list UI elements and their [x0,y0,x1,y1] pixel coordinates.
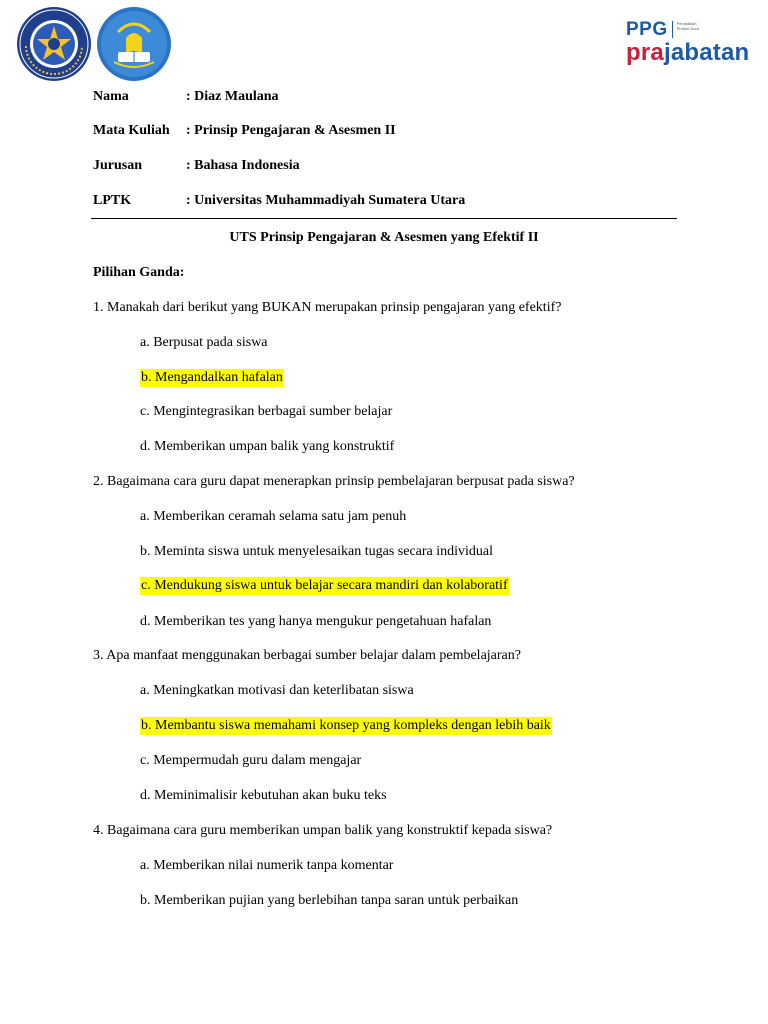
option-text: d. Meminimalisir kebutuhan akan buku teks [140,788,387,803]
section-title: Pilihan Ganda: [93,265,185,280]
option-3b-answer [140,718,552,734]
option-text: a. Memberikan nilai numerik tanpa komentar [140,858,394,873]
info-value: : Bahasa Indonesia [186,158,300,173]
info-label: LPTK [93,193,132,208]
header-logos [16,6,172,82]
ppg-logo-divider [672,21,673,38]
question-2: 2. Bagaimana cara guru dapat menerapkan prinsip pembelajaran berpusat pada siswa? [93,474,575,489]
ppg-prajabatan-logo [626,20,754,66]
document-title: UTS Prinsip Pengajaran & Asesmen yang Efektif II [229,230,539,245]
option-1c [140,404,392,420]
question-4: 4. Bagaimana cara guru memberikan umpan balik yang konstruktif kepada siswa? [93,823,553,838]
answer-highlight: b. Membantu siswa memahami konsep yang kompleks dengan lebih baik [141,718,551,733]
info-row-nama [93,89,279,105]
option-2a [140,509,406,525]
option-1a [140,335,268,351]
ppg-logo-tagline: Pendidikan Profesi Guru [676,21,700,31]
option-2d [140,614,491,630]
ministry-seal-logo [96,6,172,82]
option-text: c. Mempermudah guru dalam mengajar [140,753,362,768]
info-row-jurusan [93,158,300,174]
option-text: a. Meningkatkan motivasi dan keterlibatan siswa [140,683,414,698]
ppg-logo-word: PPG [626,19,668,40]
option-3a [140,683,414,699]
option-text: d. Memberikan umpan balik yang konstruktif [140,439,395,454]
option-3d [140,788,387,804]
university-seal-logo [16,6,92,82]
option-text: b. Memberikan pujian yang berlebihan tanpa saran untuk perbaikan [140,893,519,908]
option-4a [140,858,393,874]
info-row-mata-kuliah [93,123,396,139]
info-label: Jurusan [93,158,143,173]
option-2c-answer [140,578,509,594]
info-label: Nama [93,89,129,104]
option-4b [140,893,518,909]
option-1b-answer [140,370,284,386]
header-divider [91,218,677,219]
info-value: : Universitas Muhammadiyah Sumatera Utara [186,193,466,208]
option-3c [140,753,361,769]
option-text: c. Mengintegrasikan berbagai sumber belajar [140,404,393,419]
option-text: a. Berpusat pada siswa [140,335,268,350]
info-label: Mata Kuliah [93,123,170,138]
question-1: 1. Manakah dari berikut yang BUKAN merupakan prinsip pengajaran yang efektif? [93,300,562,315]
answer-highlight: b. Mengandalkan hafalan [141,370,283,385]
option-2b [140,544,493,560]
info-value: : Diaz Maulana [186,89,279,104]
ppg-logo-jabatan: jabatan [663,39,750,66]
option-text: b. Meminta siswa untuk menyelesaikan tugas secara individual [140,544,494,559]
option-text: a. Memberikan ceramah selama satu jam penuh [140,509,407,524]
option-1d [140,439,394,455]
option-text: d. Memberikan tes yang hanya mengukur pengetahuan hafalan [140,614,492,629]
ppg-logo-pra: pra [626,39,664,66]
question-3: 3. Apa manfaat menggunakan berbagai sumber belajar dalam pembelajaran? [93,648,521,663]
info-row-lptk [93,193,465,209]
answer-highlight: c. Mendukung siswa untuk belajar secara mandiri dan kolaboratif [141,578,508,593]
info-value: : Prinsip Pengajaran & Asesmen II [186,123,396,138]
